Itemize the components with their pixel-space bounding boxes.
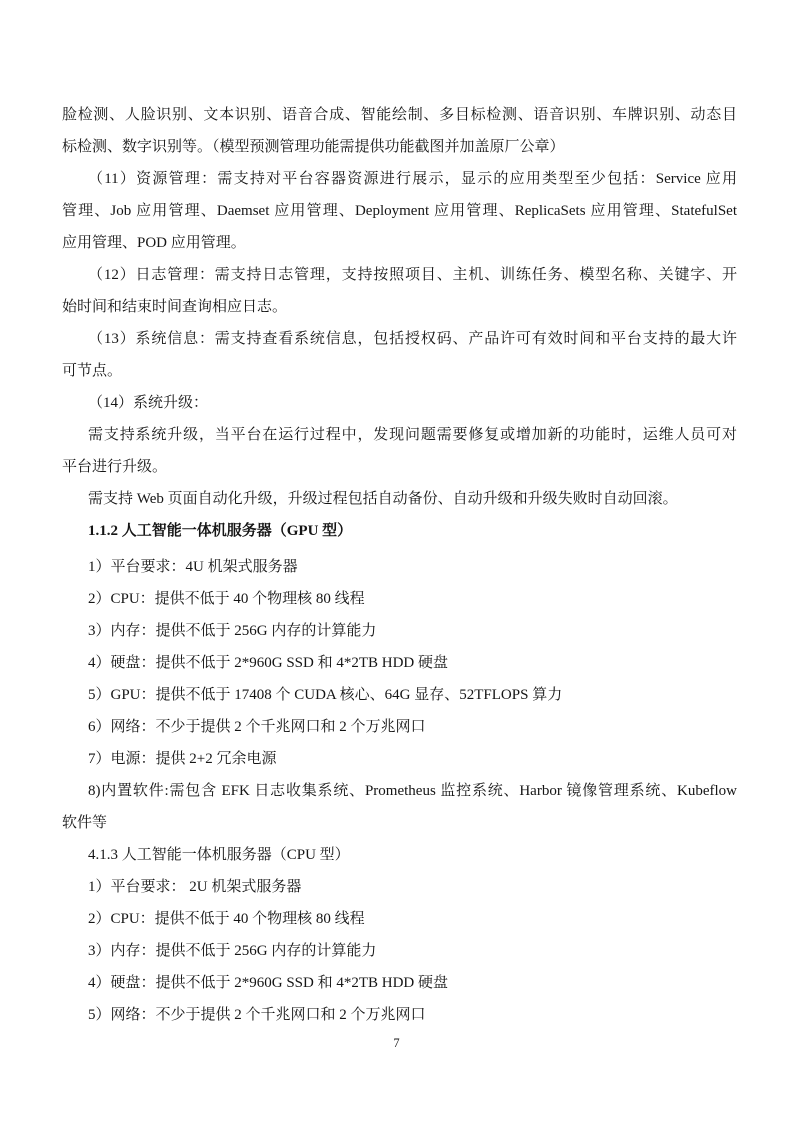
page-content [62, 99, 737, 1031]
paragraph-line: 可节点。 [62, 363, 123, 379]
section-heading-gpu-server: 1.1.2 人工智能一体机服务器（GPU 型） [88, 523, 353, 539]
list-item: 6）网络：不少于提供 2 个千兆网口和 2 个万兆网口 [88, 719, 426, 735]
paragraph-line: 需支持系统升级，当平台在运行过程中，发现问题需要修复或增加新的功能时，运维人员可对 [88, 427, 737, 443]
list-item: 5）GPU：提供不低于 17408 个 CUDA 核心、64G 显存、52TFLOPS 算力 [88, 687, 563, 703]
paragraph-line: （14）系统升级： [88, 395, 209, 411]
list-item: 3）内存：提供不低于 256G 内存的计算能力 [88, 623, 377, 639]
paragraph-line: （13）系统信息：需支持查看系统信息，包括授权码、产品许可有效时间和平台支持的最大许 [88, 331, 737, 347]
paragraph-line: 标检测、数字识别等。（模型预测管理功能需提供功能截图并加盖原厂公章） [62, 139, 565, 155]
paragraph-line: 需支持 Web 页面自动化升级，升级过程包括自动备份、自动升级和升级失败时自动回滚。 [88, 491, 678, 507]
paragraph-line: 脸检测、人脸识别、文本识别、语音合成、智能绘制、多目标检测、语音识别、车牌识别、动态目 [62, 107, 737, 123]
paragraph-line: 平台进行升级。 [62, 459, 168, 475]
list-item: 2）CPU：提供不低于 40 个物理核 80 线程 [88, 591, 365, 607]
paragraph-line: （12）日志管理：需支持日志管理，支持按照项目、主机、训练任务、模型名称、关键字、开 [88, 267, 737, 283]
list-item: 8)内置软件:需包含 EFK 日志收集系统、Prometheus 监控系统、Harbor 镜像管理系统、Kubeflow [88, 783, 737, 799]
list-item: 5）网络：不少于提供 2 个千兆网口和 2 个万兆网口 [88, 1007, 426, 1023]
paragraph-line: 管理、Job 应用管理、Daemset 应用管理、Deployment 应用管理、ReplicaSets 应用管理、StatefulSet [62, 203, 737, 219]
paragraph-line: 应用管理、POD 应用管理。 [62, 235, 246, 251]
list-item: 4）硬盘：提供不低于 2*960G SSD 和 4*2TB HDD 硬盘 [88, 975, 449, 991]
section-heading-cpu-server: 4.1.3 人工智能一体机服务器（CPU 型） [88, 847, 350, 863]
list-item: 4）硬盘：提供不低于 2*960G SSD 和 4*2TB HDD 硬盘 [88, 655, 449, 671]
paragraph-line: 始时间和结束时间查询相应日志。 [62, 299, 288, 315]
paragraph-line: （11）资源管理：需支持对平台容器资源进行展示，显示的应用类型至少包括：Service 应用 [88, 171, 737, 187]
list-item: 2）CPU：提供不低于 40 个物理核 80 线程 [88, 911, 365, 927]
list-item: 软件等 [62, 815, 108, 831]
list-item: 7）电源：提供 2+2 冗余电源 [88, 751, 277, 767]
list-item: 3）内存：提供不低于 256G 内存的计算能力 [88, 943, 377, 959]
list-item: 1）平台要求： 2U 机架式服务器 [88, 879, 302, 895]
page-number: 7 [393, 1036, 400, 1050]
list-item: 1）平台要求：4U 机架式服务器 [88, 559, 298, 575]
